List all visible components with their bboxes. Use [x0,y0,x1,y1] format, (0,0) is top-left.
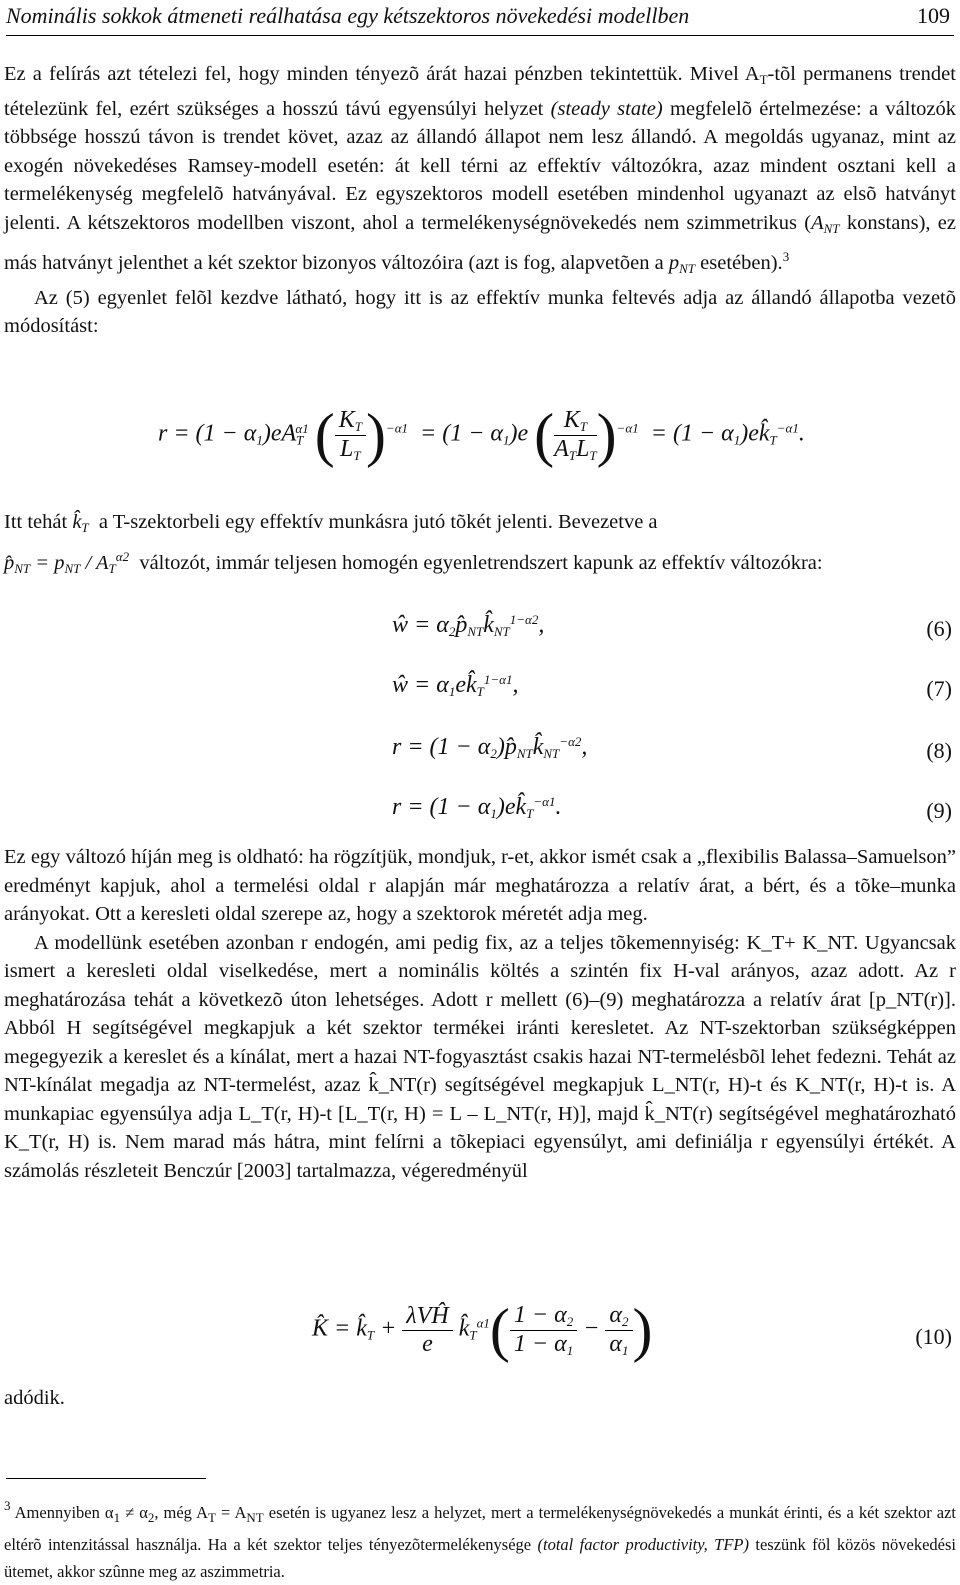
running-title: Nominális sokkok átmeneti reálhatása egy kétszektoros növekedési modellben [6,3,690,28]
equation-7: ŵ = $\alpha_1ek̂_T^{1-\alpha 1}$, [392,672,519,699]
paragraph-1: Ez a felírás azt tételezi fel, hogy minden tényezõ árát hazai pénzben tekintettük. Mivel $A_T$-tõl permanens trendet tételezünk fel, ezért szükséges a hosszú távú egyensúlyi helyzet (steady state) megfelelõ értelmezése: a változók többsége hosszú távon is trendet követ, azaz az állandó állapot nem lesz állandó. A megoldás ugyanaz, mint az exogén növekedéses Ramsey-modell esetén: át kell térni az effektív változókra, azaz mindent osztani kell a termelékenység megfelelõ hatványával. Ez egyszektoros modell esetében mindenhol ugyanazt az elsõ hatványt jelenti. A kétszektoros modellben viszont, ahol a termelékenységnövekedés nem szimmetrikus ($A_{NT}$ konstans), ez más hatványt jelenthet a két szektor bizonyos változóira (azt is fog, alapvetõen a $p_{NT}$ esetében).$^3$ Az (5) egyenlet felõl kezdve látható, hogy itt is az effektív munka feltevés adja az állandó állapotba vezetõ módosítást: [4,60,956,341]
equation-8-number: (8) [926,738,952,763]
para3-text-b: a T-szektorbeli egy effektív munkásra jutó tõkét jelenti. Bevezetve a [98,511,658,533]
fn-f: teszünk föl közös növekedési ütemet, akkor szûnne meg az aszimmetria. [4,1535,957,1581]
para4-text: Ez egy változó híján meg is oldható: ha rögzítjük, mondjuk, r-et, akkor ismét csak a „flexibilis Balassa–Samuelson” eredményt kapjuk, ahol a termelési oldal r alapján már meghatározza a relatív árat, a bért, és a tõke–munka arányokat. Ott a keresleti oldal szerepe az, hogy a szektorok méretét adja meg. [4,846,956,925]
para1-text-c: megfelelõ értelmezése: a változók többsége hosszú távon is trendet követ, azaz az állandó állapot nem lesz állandó. A megoldás ugyanaz, mint az exogén növekedéses Ramsey-modell esetén: át kell térni az effektív változókra, azaz mindent osztani kell a termelékenység megfelelõ hatványával. Ez egyszektoros modell esetében mindenhol ugyanazt az elsõ hatványt jelenti. A kétszektoros modellben viszont, ahol a termelékenységnövekedés nem szimmetrikus ( [4,97,956,234]
para1-sub: T [759,72,768,87]
equation-r-steady-state: $r = (1 - \alpha_1)eA_T^{\alpha 1}$ ( $\frac{K_T}{L_T}$ )$^{-\alpha 1} = (1 - \alpha_1)e$ ( $\frac{K_T}{A_TL_T}$ )$^{-\alpha 1} = (1 - \alpha_1)ek̂_T^{-\alpha 1}$. [158,402,805,468]
header-rule [6,35,954,36]
paragraph-5: A modellünk esetében azonban r endogén, ami pedig fix, az a teljes tõkemennyiség: K_T+ K_NT. Ugyancsak ismert a keresleti oldal viselkedése, mert a nominális költés a szintén fix H-val arányos, azaz adott. Az r meghatározása tehát a következõ úton lehetséges. Adott r mellett (6)–(9) meghatározza a relatív árat [p_NT(r)]. Abból H segítségével megkapjuk a két szektor termékei iránti keresletet. Az NT-szektorban szükségképpen megegyezik a kereslet és a kínálat, mert a hazai NT-fogyasztást csakis hazai NT-termelésbõl lehet fedezni. Tehát az NT-kínálat megadja az NT-termelést, azaz k̂_NT(r) segítségével megkapjuk L_NT(r, H)-t és K_NT(r, H)-t is. A munkapiac egyensúlya adja L_T(r, H)-t [L_T(r, H) = L – L_NT(r, H)], majd k̂_NT(r) segítségével meghatározható K_T(r, H) is. Nem marad más hátra, mint felírni a tõkepiaci egyensúlyt, ami definiálja r egyensúlyi értékét. A számolás részleteit Benczúr [2003] tartalmazza, végeredményül [4,931,956,1182]
para1-text: Ez a felírás azt tételezi fel, hogy minden tényezõ árát hazai pénzben tekintettük. Mivel A [4,63,760,85]
para1-text-e: esetében). [695,252,783,274]
footnote-rule [6,1478,206,1479]
footnote-number: 3 [4,1498,11,1513]
para1-text-b: -tõl permanens trendet tételezünk fel, ezért szükséges a hosszú távú egyensúlyi helyzet [4,63,956,120]
footnote-ref: 3 [782,249,790,264]
paragraph-2: Az (5) egyenlet felõl kezdve látható, hogy itt is az effektív munka feltevés adja az állandó állapotba vezetõ módosítást: [4,286,956,337]
fn-italic: (total factor productivity, TFP) [537,1535,749,1554]
footnote: $^3$ Amennyiben $\alpha_1 \ne \alpha_2$, még $A_T = A_{NT}$ esetén is ugyanez lesz a helyzet, mert a termelékenységnövekedés a munkát érinti, és a két szektor azt eltérõ intenzitással használja. Ha a két szektor teljes tényezõtermelékenysége (total factor productivity, TFP) teszünk föl közös növekedési ütemet, akkor szûnne meg az aszimmetria. [4,1498,957,1581]
equation-9: $r = (1 - \alpha_1)ek̂_T^{-\alpha 1}$. [392,794,562,821]
paragraph-6 [4,1384,956,1413]
equation-9-number: (9) [926,798,952,823]
equation-10-number: (10) [915,1324,952,1349]
para6-text: adódik. [4,1387,65,1409]
equation-10: K̂ = $k̂_T$ + $\frac{\text{λVĤ}}{e}$ $k̂_T^{\alpha 1}$( $\frac{1 - \alpha_2}{1 - \alpha_1}$ − $\frac{\alpha_2}{\alpha_1}$ ) [312,1297,653,1363]
fn-e: esetén is ugyanez lesz a helyzet, mert a termelékenységnövekedés a munkát érinti, és a két szektor azt eltérõ intenzitással használja. Ha a két szektor teljes tényezõtermelékenysége [4,1503,957,1554]
fn-d: = A [215,1503,247,1522]
equation-8: $r = (1 - \alpha_2)p̂_{NT}k̂_{NT}^{-\alpha 2}$, [392,734,588,761]
para1-italic: (steady state) [550,97,663,120]
para3-text-c: változót, immár teljesen homogén egyenletrendszert kapunk az effektív változókra: [139,551,823,574]
equation-7-number: (7) [926,676,952,701]
equation-6-number: (6) [926,616,952,641]
para1-text-d: konstans), ez más hatványt jelenthet a két szektor bizonyos változóira (azt is fog, alapvetõen a [4,211,956,274]
fn-a: Amennyiben α [10,1503,114,1522]
fn-b: ≠ α [120,1503,148,1522]
page-number: 109 [917,3,950,28]
running-header [6,2,954,30]
paragraph-3: Itt tehát $k̂_T$ a T-szektorbeli egy effektív munkásra jutó tõkét jelenti. Bevezetve a $p̂_{NT} = p_{NT} / A_T^{\alpha 2}$ változót, immár teljesen homogén egyenletrendszert kapunk az effektív változókra: [4,511,823,576]
fn-c: , még A [154,1503,208,1522]
equation-6: ŵ = $\alpha_2p̂_{NT}k̂_{NT}^{1-\alpha 2}$, [392,612,545,639]
paragraph-4 [4,843,956,1185]
para3-text-a: Itt tehát [4,511,68,533]
